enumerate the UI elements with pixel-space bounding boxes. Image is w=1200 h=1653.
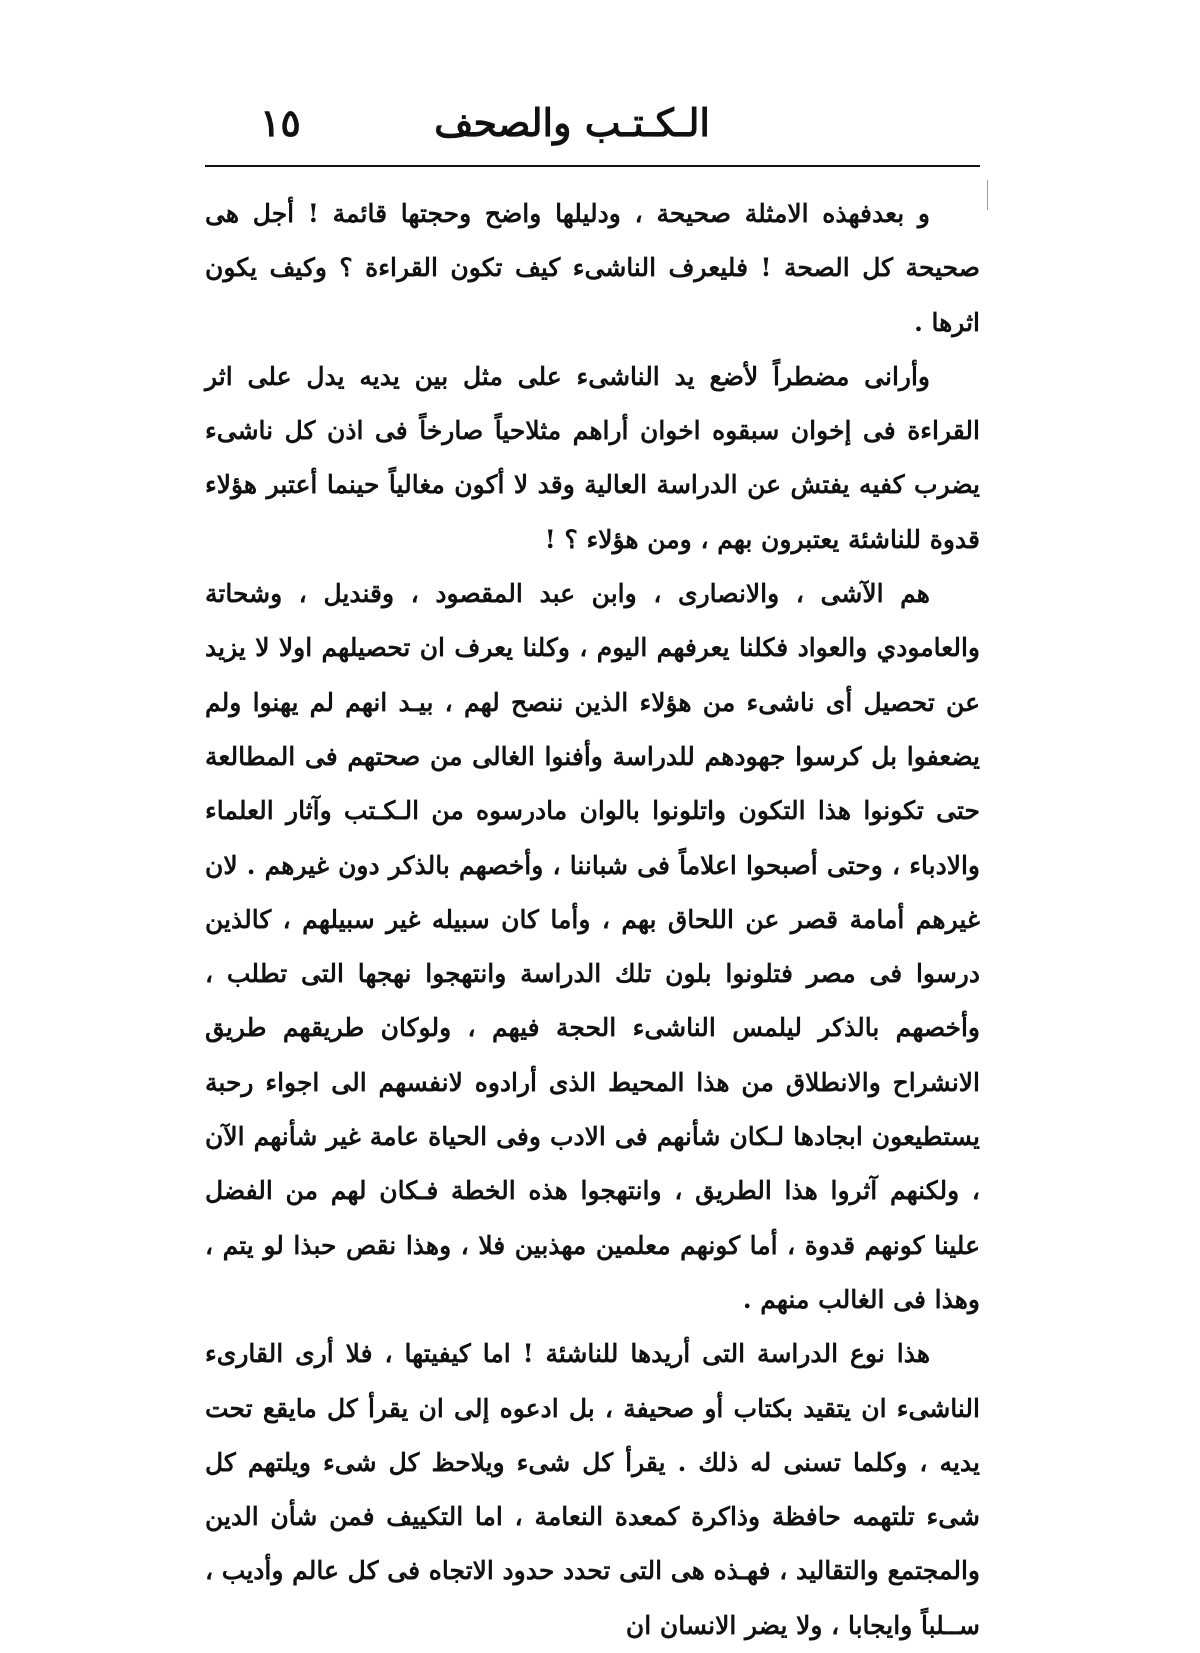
header-rule: [205, 165, 980, 167]
page-number: ١٥: [260, 100, 301, 145]
paragraph: و بعدفهذه الامثلة صحيحة ، ودليلها واضح وحجتها قائمة ! أجل هى صحيحة كل الصحة ! فليعرف الناشىء كيف تكون القراءة ؟ وكيف يكون اثرها .: [205, 199, 980, 337]
paragraph: هذا نوع الدراسة التى أريدها للناشئة ! اما كيفيتها ، فلا أرى القارىء الناشىء ان يتقيد بكتاب أو صحيفة ، بل ادعوه إلى ان يقرأ كل مايقع تحت يديه ، وكلما تسنى له ذلك . يقرأ كل شىء ويلاحظ كل شىء ويلتهم كل شىء تلتهمه حافظة وذاكرة كمعدة النعامة ، اما التكييف فمن شأن الدين والمجتمع والتقاليد ، فهـذه هى التى تحدد حدود الاتجاه فى كل عالم وأديب ، ســلباً وايجابا ، ولا يضر الانسان ان: [205, 1339, 980, 1640]
running-title: الـكـتـب والصحف: [434, 100, 710, 145]
body-text: [205, 187, 980, 1653]
margin-mark: [987, 180, 988, 210]
paragraph: وأرانى مضطراً لأضع يد الناشىء على مثل بين يديه يدل على اثر القراءة فى إخوان سبقوه اخوان أراهم مثلاحياً صارخاً فى اذن كل ناشىء يضرب كفيه يفتش عن الدراسة العالية وقد لا أكون مغالياً حينما أعتبر هؤلاء قدوة للناشئة يعتبرون بهم ، ومن هؤلاء ؟ !: [205, 361, 981, 554]
page-header: [205, 100, 980, 156]
paragraph: هم الآشى ، والانصارى ، وابن عبد المقصود ، وقنديل ، وشحاتة والعامودي والعواد فكلنا يعرفهم اليوم ، وكلنا يعرف ان تحصيلهم اولا لا يزيد عن تحصيل أى ناشىء من هؤلاء الذين ننصح لهم ، بيـد انهم لم يهنوا ولم يضعفوا بل كرسوا جهودهم للدراسة وأفنوا الغالى من صحتهم فى المطالعة حتى تكونوا هذا التكون واتلونوا بالوان مادرسوه من الـكـتب وآثار العلماء والادباء ، وحتى أصبحوا اعلاماً فى شباننا ، وأخصهم بالذكر دون غيرهم . لان غيرهم أمامة قصر عن اللحاق بهم ، وأما كان سبيله غير سبيلهم ، كالذين درسوا فى مصر فتلونوا بلون تلك الدراسة وانتهجوا نهجها التى تطلب ، وأخصهم بالذكر ليلمس الناشىء الحجة فيهم ، ولوكان طريقهم طريق الانشراح والانطلاق من هذا المحيط الذى أرادوه لانفسهم الى اجواء رحبة يستطيعون ابجادها لـكان شأنهم فى الادب وفى الحياة عامة غير شأنهم الآن ، ولكنهم آثروا هذا الطريق ، وانتهجوا هذه الخطة فـكان لهم من الفضل علينا كونهم قدوة ، أما كونهم معلمين مهذبين فلا ، وهذا نقص حبذا لو يتم ، وهذا فى الغالب منهم .: [205, 579, 980, 1314]
